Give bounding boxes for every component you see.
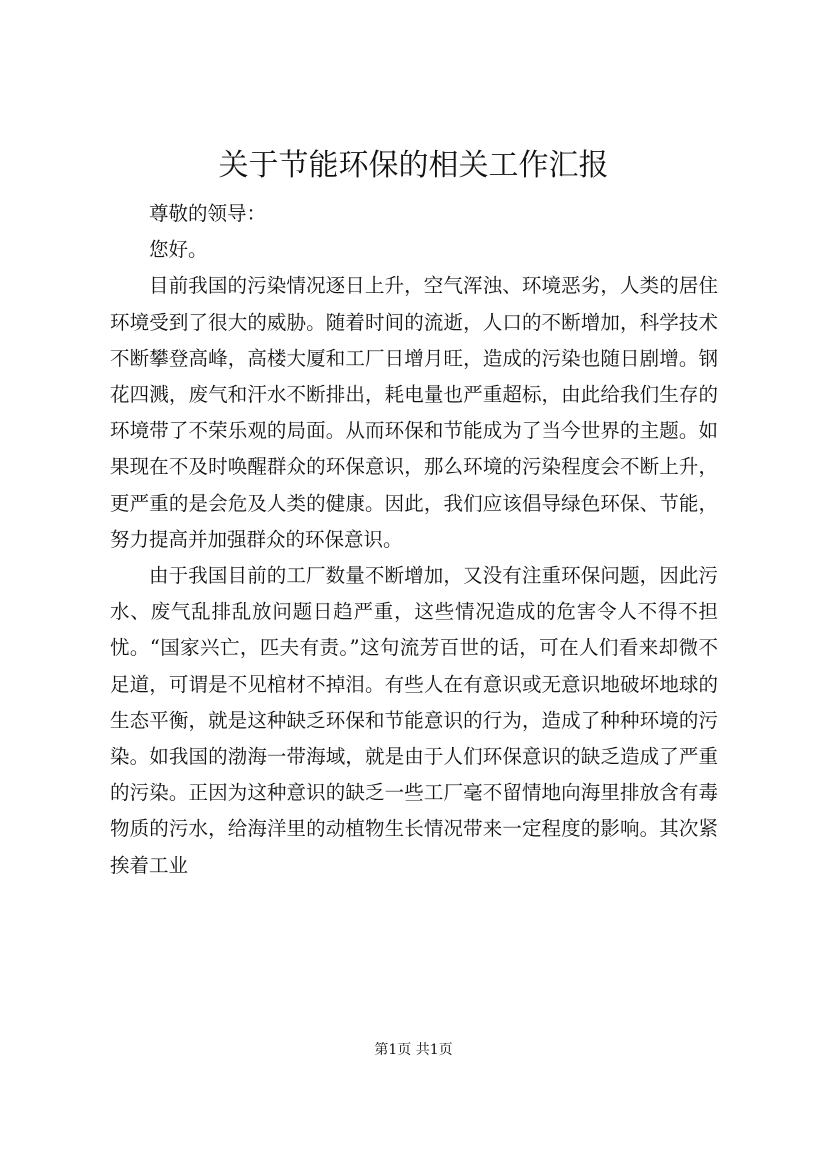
document-title: 关于节能环保的相关工作汇报: [218, 148, 609, 183]
paragraph-2: 由于我国目前的工厂数量不断增加，又没有注重环保问题，因此污水、废气乱排乱放问题日趋严重，这些情况造成的危害令人不得不担忧。“国家兴亡，匹夫有责。”这句流芳百世的话，可在人们看来却微不足道，可谓是不见棺材不掉泪。有些人在有意识或无意识地破坏地球的生态平衡，就是这种缺乏环保和节能意识的行为，造成了种种环境的污染。如我国的渤海一带海域，就是由于人们环保意识的缺乏造成了严重的污染。正因为这种意识的缺乏一些工厂毫不留情地向海里排放含有毒物质的污水，给海洋里的动植物生长情况带来一定程度的影响。其次紧挨着工业: [110, 564, 718, 877]
page-footer: 第1页 共1页: [374, 1042, 453, 1058]
paragraph-1: 目前我国的污染情况逐日上升，空气浑浊、环境恶劣，人类的居住环境受到了很大的威胁。随着时间的流逝，人口的不断增加，科学技术不断攀登高峰，高楼大厦和工厂日增月旺，造成的污染也随日剧增。钢花四溅，废气和汗水不断排出，耗电量也严重超标，由此给我们生存的环境带了不荣乐观的局面。从而环保和节能成为了当今世界的主题。如果现在不及时唤醒群众的环保意识，那么环境的污染程度会不断上升，更严重的是会危及人类的健康。因此，我们应该倡导绿色环保、节能，努力提高并加强群众的环保意识。: [110, 274, 718, 551]
salutation: 尊敬的领导：: [149, 202, 267, 225]
document-body: [110, 196, 718, 884]
greeting: 您好。: [149, 238, 208, 262]
